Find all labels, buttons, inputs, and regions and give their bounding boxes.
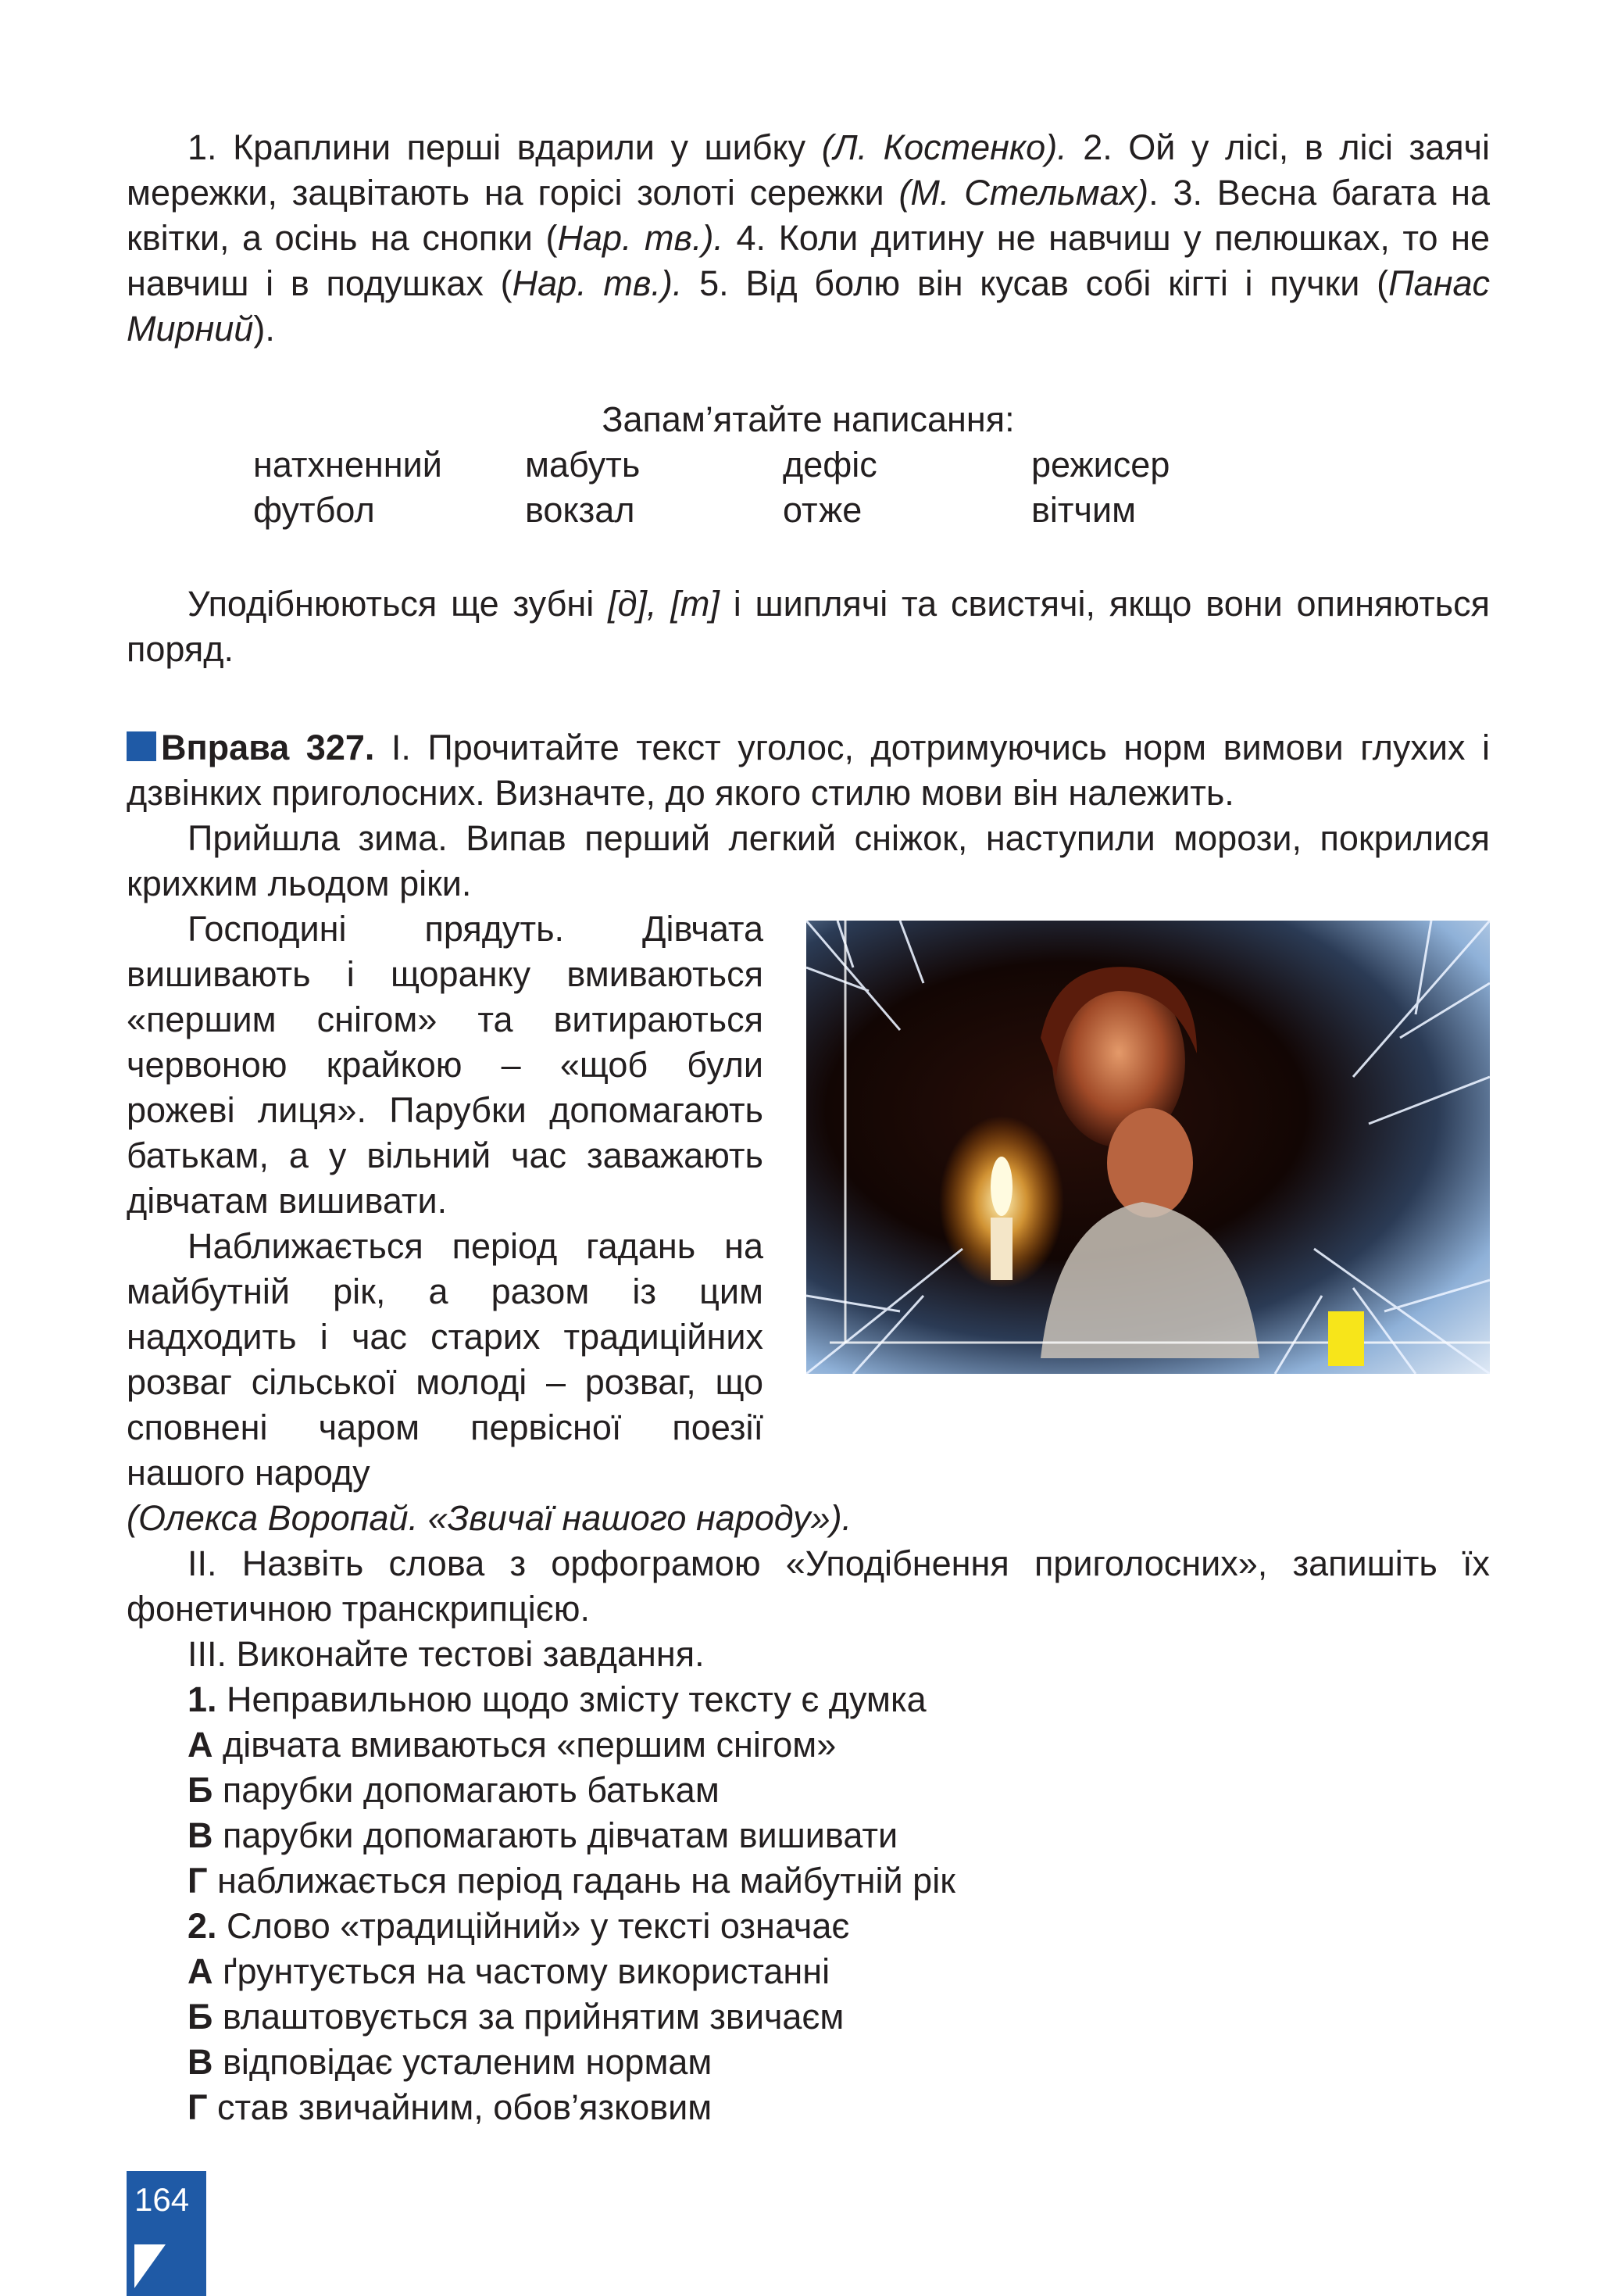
page-number: 164 (134, 2181, 190, 2218)
remember-title: Запам’ятайте написання: (602, 399, 1015, 439)
word: вокзал (525, 490, 635, 530)
exercise-text-3a: Наближається період гадань на майбутній рік, а разом із цим надходить і час старих традиційних розваг сільської молоді – розваг, що сповнені чаром первісної поезії нашого народу (127, 1226, 763, 1493)
exercise-text-1: Прийшла зима. Випав перший легкий сніжок, наступили морози, покрилися крихким льодом ріки. (127, 818, 1490, 903)
page-number-tab (127, 2171, 206, 2296)
examples-paragraph: 1. Краплини перші вдарили у шибку (Л. Костенко). 2. Ой у лісі, в лісі заячі мережки, зацвітають на горісі золоті сережки (М. Стельмах). 3. Весна багата на квітки, а осінь на снопки (Нар. тв.). 4. Коли дитину не навчиш у пелюшках, то не навчиш і в подушках (Нар. тв.). 5. Від болю він кусав собі кігті і пучки (Панас Мирний). (127, 127, 1491, 349)
answer-option: Б парубки допомагають батькам (188, 1770, 720, 1810)
word: режисер (1031, 445, 1170, 485)
answer-option: В відповідає усталеним нормам (188, 2042, 712, 2082)
answer-option: В парубки допомагають дівчатам вишивати (188, 1815, 898, 1855)
page-corner-icon (134, 2244, 166, 2288)
exercise-task-3: ІІІ. Виконайте тестові завдання. (188, 1634, 705, 1674)
exercise-task-2: ІІ. Назвіть слова з орфограмою «Уподібнення приголосних», запишіть їх фонетичною транскрипцією. (127, 1543, 1490, 1629)
answer-option: А дівчата вмиваються «першим снігом» (188, 1725, 837, 1765)
rule-paragraph: Уподібнюються ще зубні [д], [т] і шиплячі та свистячі, якщо вони опиняються поряд. (127, 584, 1490, 669)
word: футбол (253, 490, 375, 530)
exercise-text-2: Господині прядуть. Дівчата вишивають і щоранку вмиваються «першим снігом» та витираються червоною крайкою – «щоб були рожеві лиця». Парубки допомагають батькам, а у вільний час заважають дівчатам вишивати. (127, 909, 763, 1221)
word: натхненний (253, 445, 442, 485)
remember-block (127, 397, 1490, 533)
photo-illustration (806, 921, 1490, 1374)
exercise-source: (Олекса Воропай. «Звичаї нашого народу»). (127, 1498, 852, 1538)
exercise-label: Вправа 327. (161, 728, 375, 767)
word: отже (783, 490, 862, 530)
winter-candle-photo (806, 921, 1490, 1374)
test-question-1: 1. Неправильною щодо змісту тексту є думка А дівчата вмиваються «першим снігом» Б парубки допомагають батькам В парубки допомагають дівчатам вишивати Г наближається період гадань на майбутній рік (188, 1677, 1490, 1904)
test-question-2: 2. Слово «традиційний» у тексті означає А ґрунтується на частому використанні Б влаштовується за прийнятим звичаєм В відповідає усталеним нормам Г став звичайним, обов’язковим (188, 1904, 1490, 2130)
exercise-task-1: Вправа 327. І. Прочитайте текст уголос, дотримуючись норм вимови глухих і дзвінких приголосних. Визначте, до якого стилю мови він належить. (127, 728, 1490, 813)
answer-option: Г наближається період гадань на майбутній рік (188, 1861, 955, 1901)
answer-option: Б влаштовується за прийнятим звичаєм (188, 1997, 845, 2037)
word: дефіс (783, 445, 877, 485)
watermark-logo-icon (1328, 1311, 1364, 1366)
answer-option: А ґрунтується на частому використанні (188, 1951, 830, 1991)
word: мабуть (525, 445, 641, 485)
answer-option: Г став звичайним, обов’язковим (188, 2087, 712, 2127)
remember-words (253, 442, 1490, 533)
exercise-marker-icon (127, 731, 156, 761)
exercise-text-wrap (127, 907, 763, 1496)
word: вітчим (1031, 490, 1137, 530)
